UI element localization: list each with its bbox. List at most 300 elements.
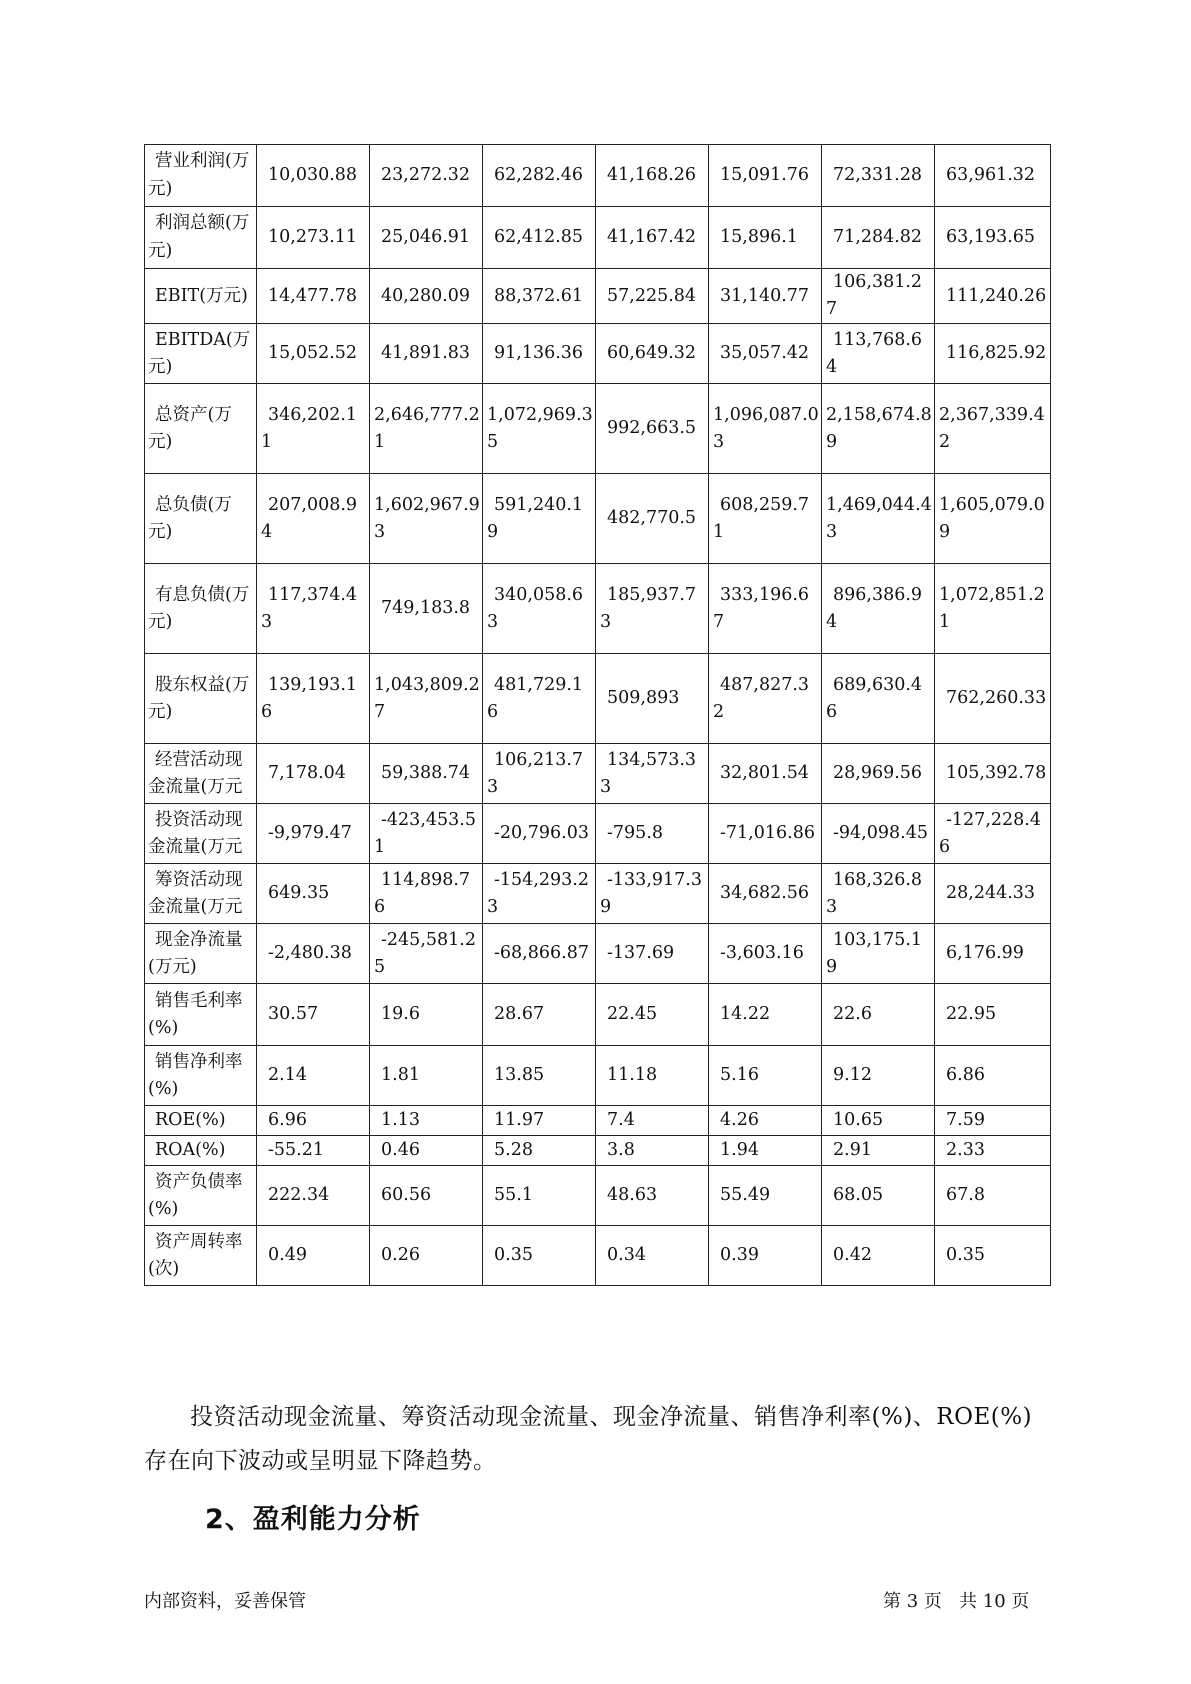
table-cell xyxy=(370,654,483,744)
table-cell xyxy=(483,1046,596,1106)
table-cell xyxy=(596,1106,709,1136)
cell-value: -423,453.51 xyxy=(374,809,476,857)
cell-value: 32,801.54 xyxy=(720,763,810,784)
cell-value: 1,072,969.35 xyxy=(487,404,593,452)
cell-value: 14.22 xyxy=(720,1004,771,1025)
table-cell xyxy=(257,145,370,207)
table-cell xyxy=(257,1046,370,1106)
table-cell xyxy=(257,1166,370,1226)
row-label xyxy=(145,474,257,564)
cell-value: 15,091.76 xyxy=(720,164,810,185)
table-cell xyxy=(709,324,822,384)
cell-value: 1,602,967.93 xyxy=(374,494,480,542)
cell-value: 34,682.56 xyxy=(720,883,810,904)
table-cell xyxy=(822,564,935,654)
table-cell xyxy=(483,474,596,564)
table-cell xyxy=(257,864,370,924)
table-row xyxy=(145,1046,1051,1106)
cell-value: -133,917.39 xyxy=(600,869,702,917)
table-cell xyxy=(483,324,596,384)
cell-value: 6,176.99 xyxy=(946,943,1024,964)
cell-value: 0.46 xyxy=(381,1140,420,1161)
row-label xyxy=(145,1136,257,1166)
table-row xyxy=(145,145,1051,207)
cell-value: 2,367,339.42 xyxy=(939,404,1045,452)
cell-value: 2.91 xyxy=(833,1140,872,1161)
cell-value: 591,240.19 xyxy=(487,494,584,542)
table-cell xyxy=(596,145,709,207)
cell-value: 116,825.92 xyxy=(946,343,1047,364)
cell-value: 41,167.42 xyxy=(607,226,697,247)
table-cell xyxy=(596,924,709,984)
table-cell xyxy=(596,654,709,744)
cell-value: 7.59 xyxy=(946,1110,985,1131)
row-label xyxy=(145,1226,257,1286)
table-cell xyxy=(709,804,822,864)
table-cell xyxy=(596,324,709,384)
table-cell xyxy=(596,1226,709,1286)
table-cell xyxy=(370,269,483,324)
table-cell xyxy=(370,1166,483,1226)
row-label xyxy=(145,984,257,1046)
table-cell xyxy=(709,1226,822,1286)
section-heading: 2、盈利能力分析 xyxy=(205,1504,421,1535)
cell-value: -795.8 xyxy=(607,823,664,844)
table-cell xyxy=(822,1106,935,1136)
table-cell xyxy=(257,804,370,864)
cell-value: 689,630.46 xyxy=(826,674,923,722)
table-cell xyxy=(596,744,709,804)
table-cell xyxy=(257,1226,370,1286)
row-label xyxy=(145,1046,257,1106)
row-label xyxy=(145,1166,257,1226)
table-cell xyxy=(822,384,935,474)
cell-value: 4.26 xyxy=(720,1110,759,1131)
table-cell xyxy=(935,1106,1051,1136)
table-cell xyxy=(935,564,1051,654)
cell-value: 10.65 xyxy=(833,1110,884,1131)
table-cell xyxy=(483,1226,596,1286)
cell-value: -3,603.16 xyxy=(720,943,804,964)
cell-value: 487,827.32 xyxy=(713,674,810,722)
row-label xyxy=(145,324,257,384)
table-cell xyxy=(822,324,935,384)
row-label xyxy=(145,384,257,474)
table-cell xyxy=(709,384,822,474)
table-cell xyxy=(596,1166,709,1226)
table-cell xyxy=(822,207,935,269)
cell-value: 2.33 xyxy=(946,1140,985,1161)
cell-value: 63,193.65 xyxy=(946,226,1036,247)
table-cell xyxy=(370,1226,483,1286)
table-cell xyxy=(370,324,483,384)
table-cell xyxy=(370,384,483,474)
row-label-text: 有息负债(万元) xyxy=(148,584,250,632)
table-cell xyxy=(596,984,709,1046)
table-cell xyxy=(483,564,596,654)
cell-value: 7,178.04 xyxy=(268,763,346,784)
table-row xyxy=(145,1226,1051,1286)
table-cell xyxy=(257,384,370,474)
row-label-text: 资产负债率(%) xyxy=(148,1171,243,1219)
cell-value: -137.69 xyxy=(607,943,675,964)
cell-value: 62,282.46 xyxy=(494,164,584,185)
table-cell xyxy=(935,864,1051,924)
table-cell xyxy=(822,744,935,804)
row-label xyxy=(145,654,257,744)
cell-value: 1,096,087.03 xyxy=(713,404,819,452)
table-cell xyxy=(370,744,483,804)
row-label xyxy=(145,924,257,984)
cell-value: 35,057.42 xyxy=(720,343,810,364)
table-cell xyxy=(257,564,370,654)
table-row xyxy=(145,654,1051,744)
table-cell xyxy=(596,207,709,269)
table-cell xyxy=(596,864,709,924)
table-row xyxy=(145,924,1051,984)
table-cell xyxy=(709,207,822,269)
cell-value: 103,175.19 xyxy=(826,929,923,977)
cell-value: 62,412.85 xyxy=(494,226,584,247)
table-cell xyxy=(370,1136,483,1166)
row-label xyxy=(145,744,257,804)
table-cell xyxy=(257,474,370,564)
table-row xyxy=(145,269,1051,324)
cell-value: 0.35 xyxy=(494,1245,533,1266)
cell-value: -94,098.45 xyxy=(833,823,928,844)
cell-value: 3.8 xyxy=(607,1140,635,1161)
cell-value: 25,046.91 xyxy=(381,226,471,247)
table-cell xyxy=(935,1046,1051,1106)
cell-value: 185,937.73 xyxy=(600,584,697,632)
cell-value: 346,202.11 xyxy=(261,404,358,452)
row-label-text: 股东权益(万元) xyxy=(148,674,250,722)
table-cell xyxy=(483,145,596,207)
cell-value: 22.95 xyxy=(946,1004,997,1025)
row-label-text: 利润总额(万元) xyxy=(148,213,250,261)
table-row xyxy=(145,207,1051,269)
cell-value: 5.28 xyxy=(494,1140,533,1161)
cell-value: 481,729.16 xyxy=(487,674,584,722)
cell-value: 749,183.8 xyxy=(381,598,471,619)
table-cell xyxy=(257,654,370,744)
table-cell xyxy=(822,924,935,984)
cell-value: 91,136.36 xyxy=(494,343,584,364)
table-cell xyxy=(483,804,596,864)
cell-value: 1,605,079.09 xyxy=(939,494,1045,542)
table-cell xyxy=(370,1106,483,1136)
cell-value: 22.6 xyxy=(833,1004,872,1025)
table-cell xyxy=(935,654,1051,744)
table-cell xyxy=(822,864,935,924)
table-cell xyxy=(709,1046,822,1106)
table-cell xyxy=(935,269,1051,324)
cell-value: -20,796.03 xyxy=(494,823,589,844)
cell-value: 72,331.28 xyxy=(833,164,923,185)
cell-value: 60.56 xyxy=(381,1185,432,1206)
cell-value: 0.49 xyxy=(268,1245,307,1266)
cell-value: 19.6 xyxy=(381,1004,420,1025)
row-label xyxy=(145,564,257,654)
table-cell xyxy=(370,864,483,924)
cell-value: 340,058.63 xyxy=(487,584,584,632)
table-cell xyxy=(257,924,370,984)
row-label-text: 营业利润(万元) xyxy=(148,151,250,199)
table-cell xyxy=(483,269,596,324)
table-cell xyxy=(596,474,709,564)
table-cell xyxy=(822,1136,935,1166)
table-cell xyxy=(709,1106,822,1136)
table-cell xyxy=(370,564,483,654)
cell-value: 10,030.88 xyxy=(268,164,358,185)
cell-value: 117,374.43 xyxy=(261,584,358,632)
row-label xyxy=(145,1106,257,1136)
cell-value: 71,284.82 xyxy=(833,226,923,247)
cell-value: 1,043,809.27 xyxy=(374,674,480,722)
row-label-text: ROA(%) xyxy=(155,1140,226,1161)
row-label-text: 筹资活动现金流量(万元 xyxy=(148,869,243,917)
cell-value: 28,969.56 xyxy=(833,763,923,784)
cell-value: 55.1 xyxy=(494,1185,533,1206)
table-cell xyxy=(822,654,935,744)
financial-table-body xyxy=(145,145,1051,1286)
cell-value: 1.13 xyxy=(381,1110,420,1131)
table-cell xyxy=(483,1106,596,1136)
table-row xyxy=(145,564,1051,654)
cell-value: 0.26 xyxy=(381,1245,420,1266)
cell-value: 7.4 xyxy=(607,1110,635,1131)
cell-value: 762,260.33 xyxy=(946,688,1047,709)
row-label xyxy=(145,269,257,324)
cell-value: 222.34 xyxy=(268,1185,330,1206)
cell-value: 28.67 xyxy=(494,1004,545,1025)
cell-value: 28,244.33 xyxy=(946,883,1036,904)
cell-value: 0.39 xyxy=(720,1245,759,1266)
table-cell xyxy=(596,804,709,864)
table-cell xyxy=(935,384,1051,474)
cell-value: 31,140.77 xyxy=(720,285,810,306)
table-cell xyxy=(822,474,935,564)
summary-paragraph: 投资活动现金流量、筹资活动现金流量、现金净流量、销售净利率(%)、ROE(%)存在向下波动或呈明显下降趋势。 xyxy=(144,1404,1033,1474)
table-cell xyxy=(370,804,483,864)
cell-value: 111,240.26 xyxy=(946,285,1047,306)
cell-value: 1.94 xyxy=(720,1140,759,1161)
cell-value: -68,866.87 xyxy=(494,943,589,964)
cell-value: 30.57 xyxy=(268,1004,319,1025)
table-cell xyxy=(709,984,822,1046)
table-cell xyxy=(709,564,822,654)
cell-value: 113,768.64 xyxy=(826,329,923,377)
cell-value: 13.85 xyxy=(494,1065,545,1086)
table-cell xyxy=(483,654,596,744)
cell-value: 67.8 xyxy=(946,1185,985,1206)
cell-value: 60,649.32 xyxy=(607,343,697,364)
cell-value: 1.81 xyxy=(381,1065,420,1086)
table-row xyxy=(145,324,1051,384)
cell-value: 333,196.67 xyxy=(713,584,810,632)
cell-value: 48.63 xyxy=(607,1185,658,1206)
row-label-text: 现金净流量(万元) xyxy=(148,929,243,977)
cell-value: -154,293.23 xyxy=(487,869,589,917)
cell-value: 0.34 xyxy=(607,1245,646,1266)
cell-value: 22.45 xyxy=(607,1004,658,1025)
row-label-text: EBIT(万元) xyxy=(155,285,248,306)
table-row xyxy=(145,804,1051,864)
row-label-text: ROE(%) xyxy=(155,1110,226,1131)
cell-value: 15,052.52 xyxy=(268,343,358,364)
cell-value: 106,213.73 xyxy=(487,749,584,797)
cell-value: 6.96 xyxy=(268,1110,307,1131)
cell-value: 41,168.26 xyxy=(607,164,697,185)
table-cell xyxy=(370,474,483,564)
table-cell xyxy=(822,269,935,324)
financial-table xyxy=(144,144,1051,1286)
cell-value: 649.35 xyxy=(268,883,330,904)
footer-page-number: 第 3 页 共 10 页 xyxy=(883,1591,1030,1612)
cell-value: 482,770.5 xyxy=(607,508,697,529)
cell-value: -71,016.86 xyxy=(720,823,815,844)
row-label-text: 投资活动现金流量(万元 xyxy=(148,809,243,857)
cell-value: 1,469,044.43 xyxy=(826,494,932,542)
table-cell xyxy=(596,564,709,654)
cell-value: 992,663.5 xyxy=(607,418,697,439)
cell-value: 207,008.94 xyxy=(261,494,358,542)
table-row xyxy=(145,864,1051,924)
cell-value: 2,158,674.89 xyxy=(826,404,932,452)
cell-value: 6.86 xyxy=(946,1065,985,1086)
table-cell xyxy=(709,924,822,984)
table-cell xyxy=(483,744,596,804)
table-cell xyxy=(257,269,370,324)
cell-value: 15,896.1 xyxy=(720,226,798,247)
cell-value: 509,893 xyxy=(607,688,680,709)
table-cell xyxy=(483,924,596,984)
cell-value: 88,372.61 xyxy=(494,285,584,306)
table-cell xyxy=(709,1166,822,1226)
table-cell xyxy=(935,984,1051,1046)
cell-value: 68.05 xyxy=(833,1185,884,1206)
cell-value: 10,273.11 xyxy=(268,226,358,247)
table-cell xyxy=(370,924,483,984)
table-cell xyxy=(935,474,1051,564)
cell-value: 0.35 xyxy=(946,1245,985,1266)
cell-value: 106,381.27 xyxy=(826,272,923,320)
table-cell xyxy=(596,384,709,474)
table-cell xyxy=(483,1136,596,1166)
row-label-text: EBITDA(万元) xyxy=(148,329,251,377)
table-cell xyxy=(822,1226,935,1286)
cell-value: -9,979.47 xyxy=(268,823,352,844)
table-cell xyxy=(596,1046,709,1106)
cell-value: 134,573.33 xyxy=(600,749,697,797)
table-cell xyxy=(257,1136,370,1166)
table-row xyxy=(145,1136,1051,1166)
table-cell xyxy=(822,1046,935,1106)
cell-value: 105,392.78 xyxy=(946,763,1047,784)
table-cell xyxy=(483,207,596,269)
cell-value: 5.16 xyxy=(720,1065,759,1086)
cell-value: 1,072,851.21 xyxy=(939,584,1045,632)
cell-value: 2,646,777.21 xyxy=(374,404,480,452)
cell-value: 139,193.16 xyxy=(261,674,358,722)
table-cell xyxy=(709,744,822,804)
table-cell xyxy=(822,145,935,207)
cell-value: -2,480.38 xyxy=(268,943,352,964)
cell-value: -245,581.25 xyxy=(374,929,476,977)
table-cell xyxy=(370,207,483,269)
row-label-text: 销售毛利率(%) xyxy=(148,990,243,1038)
table-row xyxy=(145,744,1051,804)
table-cell xyxy=(257,1106,370,1136)
table-cell xyxy=(935,1136,1051,1166)
table-cell xyxy=(483,1166,596,1226)
table-cell xyxy=(483,384,596,474)
cell-value: -127,228.46 xyxy=(939,809,1041,857)
table-cell xyxy=(709,145,822,207)
table-row xyxy=(145,474,1051,564)
cell-value: 63,961.32 xyxy=(946,164,1036,185)
cell-value: 9.12 xyxy=(833,1065,872,1086)
table-cell xyxy=(483,864,596,924)
table-cell xyxy=(822,804,935,864)
table-cell xyxy=(935,1226,1051,1286)
table-cell xyxy=(596,1136,709,1166)
table-cell xyxy=(935,924,1051,984)
cell-value: 896,386.94 xyxy=(826,584,923,632)
cell-value: 168,326.83 xyxy=(826,869,923,917)
cell-value: 41,891.83 xyxy=(381,343,471,364)
table-cell xyxy=(935,1166,1051,1226)
cell-value: -55.21 xyxy=(268,1140,325,1161)
cell-value: 2.14 xyxy=(268,1065,307,1086)
table-cell xyxy=(370,1046,483,1106)
table-cell xyxy=(257,984,370,1046)
row-label xyxy=(145,864,257,924)
row-label-text: 总资产(万元) xyxy=(148,404,232,452)
row-label-text: 销售净利率(%) xyxy=(148,1051,243,1099)
table-cell xyxy=(935,744,1051,804)
cell-value: 23,272.32 xyxy=(381,164,471,185)
cell-value: 40,280.09 xyxy=(381,285,471,306)
table-cell xyxy=(257,744,370,804)
table-cell xyxy=(370,984,483,1046)
cell-value: 114,898.76 xyxy=(374,869,471,917)
row-label-text: 总负债(万元) xyxy=(148,494,232,542)
table-row xyxy=(145,384,1051,474)
cell-value: 55.49 xyxy=(720,1185,771,1206)
footer-confidential-note: 内部资料，妥善保管 xyxy=(144,1591,306,1612)
table-cell xyxy=(935,145,1051,207)
table-cell xyxy=(709,654,822,744)
table-cell xyxy=(709,1136,822,1166)
table-row xyxy=(145,1106,1051,1136)
cell-value: 14,477.78 xyxy=(268,285,358,306)
row-label xyxy=(145,207,257,269)
table-cell xyxy=(257,207,370,269)
table-cell xyxy=(822,984,935,1046)
table-row xyxy=(145,1166,1051,1226)
table-cell xyxy=(483,984,596,1046)
cell-value: 0.42 xyxy=(833,1245,872,1266)
table-cell xyxy=(935,207,1051,269)
cell-value: 57,225.84 xyxy=(607,285,697,306)
row-label xyxy=(145,804,257,864)
table-cell xyxy=(935,324,1051,384)
table-cell xyxy=(257,324,370,384)
cell-value: 11.18 xyxy=(607,1065,658,1086)
cell-value: 608,259.71 xyxy=(713,494,810,542)
table-cell xyxy=(709,269,822,324)
